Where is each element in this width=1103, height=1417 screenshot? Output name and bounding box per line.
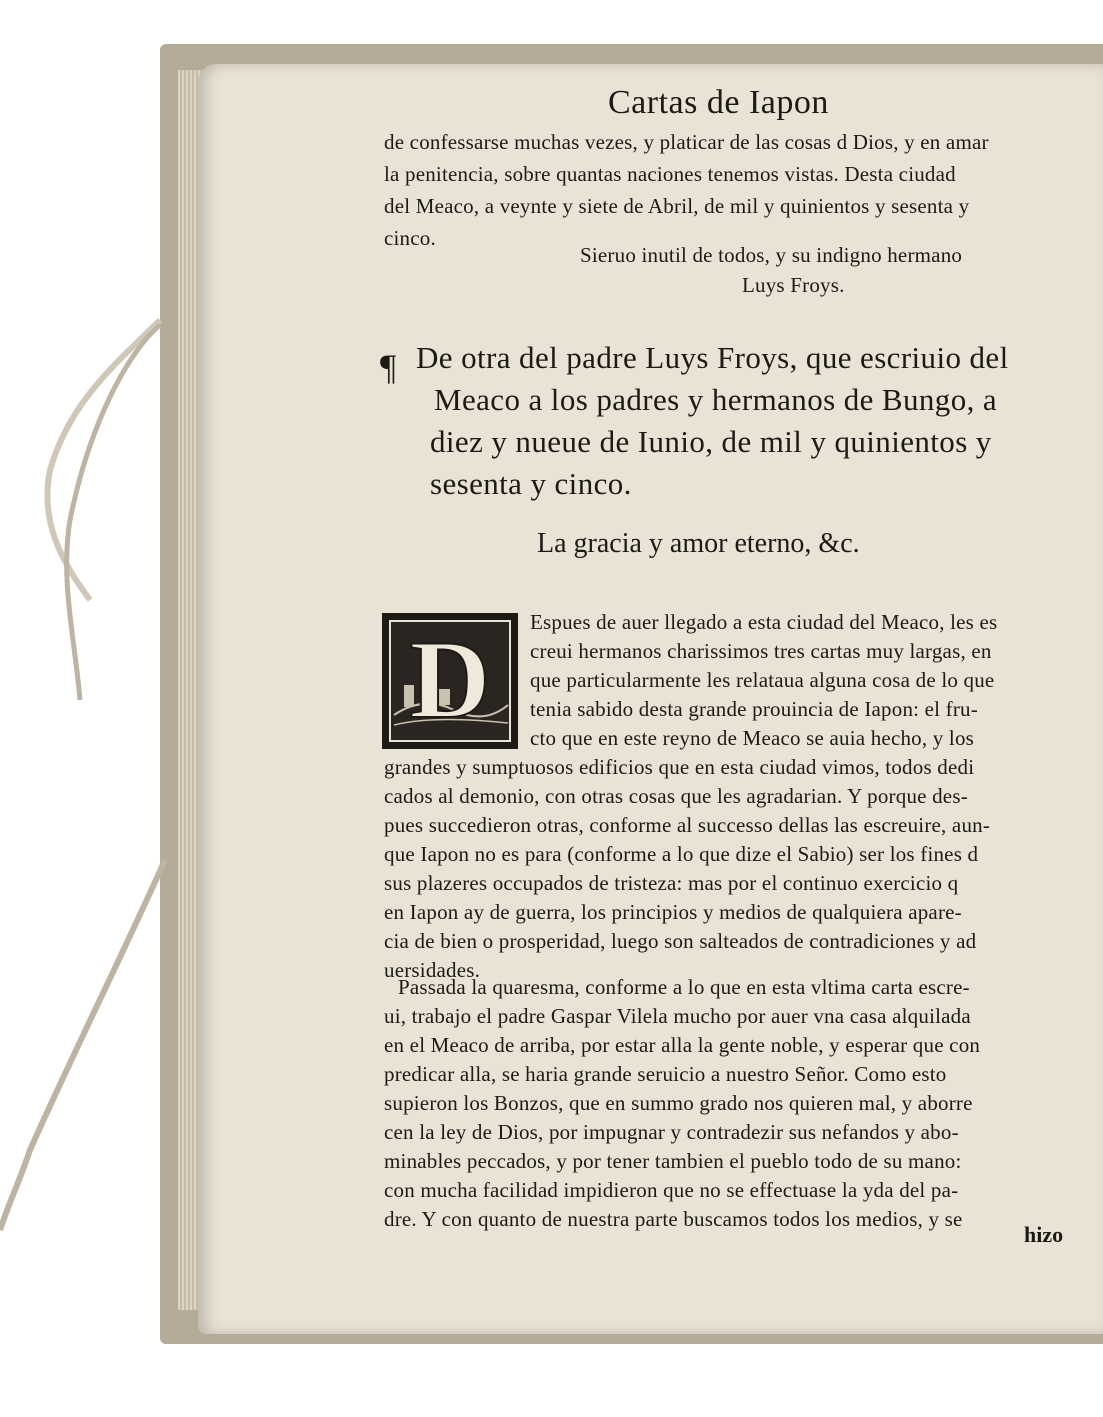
pilcrow-mark: ¶ — [380, 347, 397, 387]
paragraph-line: en Iapon ay de guerra, los principios y medios de qualquiera apare- — [384, 900, 962, 924]
paragraph-line: Espues de auer llegado a esta ciudad del Meaco, les es — [530, 610, 998, 634]
paragraph-line: grandes y sumptuosos edificios que en esta ciudad vimos, todos dedi — [384, 755, 975, 779]
closing-line: cinco. — [384, 226, 436, 250]
heading-line: sesenta y cinco. — [430, 466, 632, 501]
paragraph-line: en el Meaco de arriba, por estar alla la gente noble, y esperar que con — [384, 1033, 981, 1057]
paragraph-line: minables peccados, y por tener tambien el pueblo todo de su mano: — [384, 1149, 962, 1173]
paragraph-line: predicar alla, se haria grande seruicio a nuestro Señor. Como esto — [384, 1062, 947, 1086]
paragraph-line: con mucha facilidad impidieron que no se effectuase la yda del pa- — [384, 1178, 959, 1202]
paragraph-line: sus plazeres occupados de tristeza: mas por el continuo exercicio q — [384, 871, 959, 895]
greeting: La gracia y amor eterno, &c. — [537, 528, 860, 559]
signature-line: Sieruo inutil de todos, y su indigno hermano — [580, 243, 963, 267]
closing-line: la penitencia, sobre quantas naciones tenemos vistas. Desta ciudad — [384, 162, 956, 186]
paragraph-line: uersidades. — [384, 958, 481, 982]
heading-line: diez y nueue de Iunio, de mil y quinientos y — [430, 424, 992, 459]
paragraph-line: que particularmente les relataua alguna cosa de lo que — [530, 668, 995, 692]
paragraph-line: cto que en este reyno de Meaco se auia hecho, y los — [530, 726, 975, 750]
initial-letter: D — [409, 618, 491, 742]
paragraph-line: cados al demonio, con otras cosas que les agradarian. Y porque des- — [384, 784, 968, 808]
heading-line: Meaco a los padres y hermanos de Bungo, a — [434, 382, 998, 417]
paragraph-line: dre. Y con quanto de nuestra parte buscamos todos los medios, y se — [384, 1207, 963, 1231]
paragraph-line: creui hermanos charissimos tres cartas muy largas, en — [530, 639, 992, 663]
closing-line: del Meaco, a veynte y siete de Abril, de mil y quinientos y sesenta y — [384, 194, 970, 218]
paragraph-line: cen la ley de Dios, por impugnar y contradezir sus nefandos y abo- — [384, 1120, 959, 1144]
paragraph-line: supieron los Bonzos, que en summo grado nos quieren mal, y aborre — [384, 1091, 973, 1115]
paragraph-line: Passada la quaresma, conforme a lo que en esta vltima carta escre- — [398, 975, 970, 999]
running-head: Cartas de Iapon — [608, 84, 829, 121]
paragraph-line: tenia sabido desta grande prouincia de Iapon: el fru- — [530, 697, 978, 721]
closing-line: de confessarse muchas vezes, y platicar de las cosas d Dios, y en amar — [384, 130, 989, 154]
catchword: hizo — [1024, 1222, 1064, 1247]
paragraph-line: ui, trabajo el padre Gaspar Vilela mucho por auer vna casa alquilada — [384, 1004, 971, 1028]
paragraph-line: que Iapon no es para (conforme a lo que dize el Sabio) ser los fines d — [384, 842, 979, 866]
woodcut-ornament — [384, 615, 516, 747]
ribbon-bookmark — [0, 0, 200, 1417]
signature-name: Luys Froys. — [742, 273, 845, 297]
paragraph-line: cia de bien o prosperidad, luego son salteados de contradiciones y ad — [384, 929, 977, 953]
heading-line: De otra del padre Luys Froys, que escriuio del — [416, 340, 1009, 375]
paragraph-line: pues succedieron otras, conforme al successo dellas las escreuire, aun- — [384, 813, 991, 837]
woodcut-initial — [382, 613, 518, 749]
